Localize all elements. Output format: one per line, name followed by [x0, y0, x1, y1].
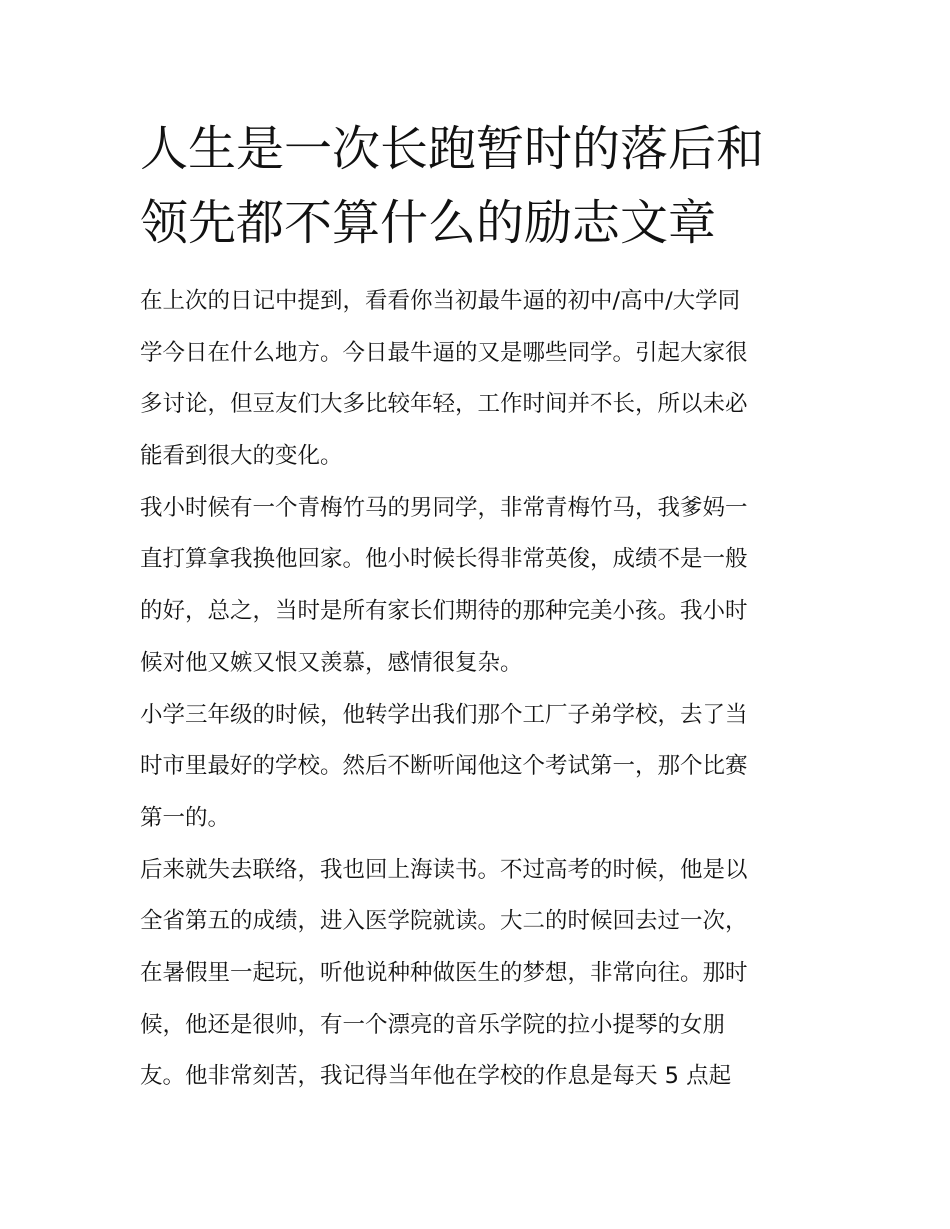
body-line: 第一的。	[140, 804, 231, 831]
body-line: 全省第五的成绩，进入医学院就读。大二的时候回去过一次，	[140, 908, 748, 935]
body-line: 在暑假里一起玩，听他说种种做医生的梦想，非常向往。那时	[140, 959, 748, 986]
body-line: 后来就失去联络，我也回上海读书。不过高考的时候，他是以	[140, 856, 748, 883]
title-line: 领先都不算什么的励志文章	[140, 195, 717, 251]
body-line: 的好，总之，当时是所有家长们期待的那种完美小孩。我小时	[140, 598, 748, 625]
body-line: 学今日在什么地方。今日最牛逼的又是哪些同学。引起大家很	[140, 339, 748, 366]
body-line: 直打算拿我换他回家。他小时候长得非常英俊，成绩不是一般	[140, 546, 748, 573]
body-line: 候对他又嫉又恨又羡慕，感情很复杂。	[140, 649, 523, 676]
body-line: 我小时候有一个青梅竹马的男同学，非常青梅竹马，我爹妈一	[140, 494, 748, 521]
title-line: 人生是一次长跑暂时的落后和	[140, 121, 765, 177]
body-line: 友。他非常刻苦，我记得当年他在学校的作息是每天 5 点起	[140, 1063, 732, 1090]
body-line: 候，他还是很帅，有一个漂亮的音乐学院的拉小提琴的女朋	[140, 1011, 726, 1038]
body-line: 多讨论，但豆友们大多比较年轻，工作时间并不长，所以未必	[140, 391, 748, 418]
body-line: 能看到很大的变化。	[140, 443, 343, 470]
article-body	[140, 276, 830, 1103]
page-title	[140, 112, 820, 260]
body-line: 时市里最好的学校。然后不断听闻他这个考试第一，那个比赛	[140, 753, 748, 780]
body-line: 在上次的日记中提到，看看你当初最牛逼的初中/高中/大学同	[140, 288, 741, 314]
body-line: 小学三年级的时候，他转学出我们那个工厂子弟学校，去了当	[140, 701, 748, 728]
